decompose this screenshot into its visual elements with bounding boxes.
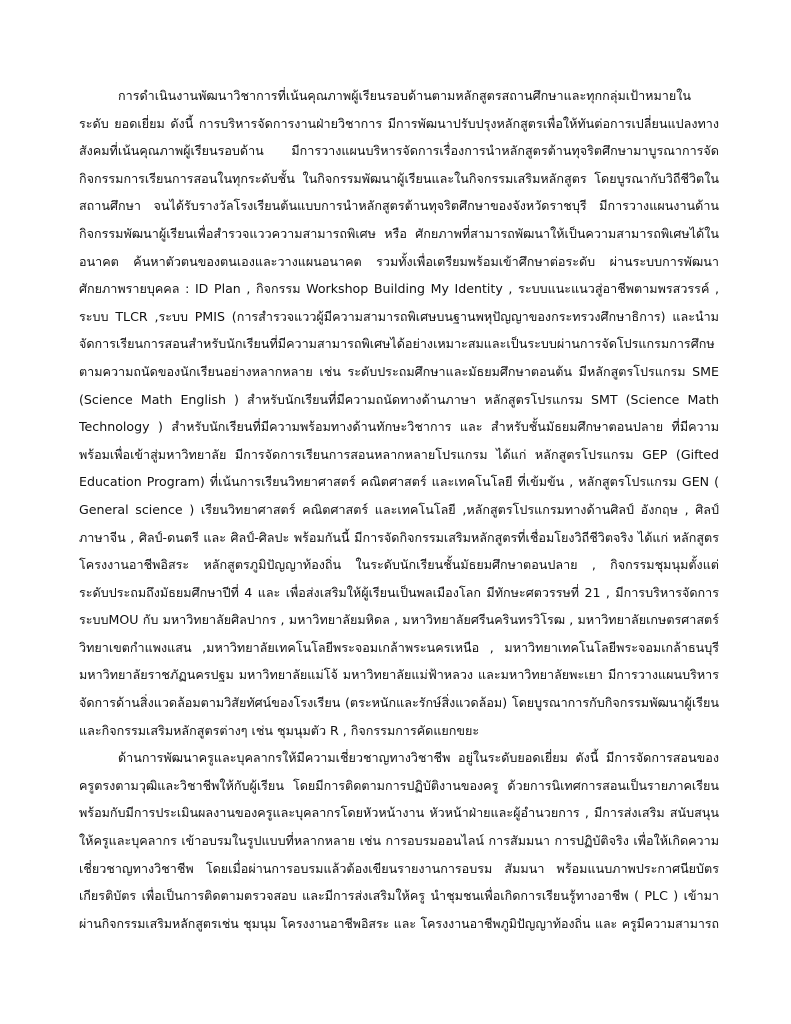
paragraph-line: กิจกรรมการเรียนการสอนในทุกระดับชั้น ในกิจกรรมพัฒนาผู้เรียนและในกิจกรรมเสริมหลักสูตร โดยบูรณากับวิถีชีวิตใน	[79, 170, 719, 186]
paragraph-line: General science ) เรียนวิทยาศาสตร์ คณิตศาสตร์ และเทคโนโลยี ,หลักสูตรโปรแกรมทางด้านศิลป์ อังกฤษ , ศิลป์	[79, 501, 719, 517]
paragraph-line: ระดับประถมถึงมัธยมศึกษาปีที่ 4 และ เพื่อส่งเสริมให้ผู้เรียนเป็นพลเมืองโลก มีทักษะศตวรรษที่ 21 , มีการบริหารจัดการ	[79, 584, 719, 600]
paragraph-line: ครูตรงตามวุฒิและวิชาชีพให้กับผู้เรียน โดยมีการติดตามการปฏิบัติงานของครู ด้วยการนิเทศการสอนเป็นรายภาคเรียน	[79, 777, 719, 793]
paragraph-line: พร้อมกับมีการประเมินผลงานของครูและบุคลากรโดยหัวหน้างาน หัวหน้าฝ่ายและผู้อำนวยการ , มีการส่งเสริม สนับสนุน	[79, 805, 719, 821]
paragraph-line: เชี่ยวชาญทางวิชาชีพ โดยเมื่อผ่านการอบรมแล้วต้องเขียนรายงานการอบรม สัมมนา พร้อมแนบภาพประกาศนียบัตร	[79, 860, 719, 876]
paragraph-line: ตามความถนัดของนักเรียนอย่างหลากหลาย เช่น ระดับประถมศึกษาและมัธยมศึกษาตอนต้น มีหลักสูตรโปรแกรม SME	[79, 363, 719, 379]
paragraph-line: พร้อมเพื่อเข้าสู่มหาวิทยาลัย มีการจัดการเรียนการสอนหลากหลายโปรแกรม ได้แก่ หลักสูตรโปรแกรม GEP (Gifted	[79, 446, 719, 462]
paragraph-line: ให้ครูและบุคลากร เข้าอบรมในรูปแบบที่หลากหลาย เช่น การอบรมออนไลน์ การสัมมนา การปฏิบัติจริง เพื่อให้เกิดความ	[79, 833, 719, 849]
paragraph-line: เกียรติบัตร เพื่อเป็นการติดตามตรวจสอบ และมีการส่งเสริมให้ครู นำชุมชนเพื่อเกิดการเรียนรู้ทางอาชีพ ( PLC ) เข้ามา	[79, 888, 719, 904]
paragraph-line: อนาคต ค้นหาตัวตนของตนเองและวางแผนอนาคต รวมทั้งเพื่อเตรียมพร้อมเข้าศึกษาต่อระดับ ผ่านระบบการพัฒนา	[79, 253, 719, 269]
paragraph-teacher-development	[79, 744, 719, 937]
paragraph-line: Education Program) ที่เน้นการเรียนวิทยาศาสตร์ คณิตศาสตร์ และเทคโนโลยี ที่เข้มข้น , หลักสูตรโปรแกรม GEN (	[79, 474, 719, 490]
paragraph-line: ผ่านกิจกรรมเสริมหลักสูตรเช่น ชุมนุม โครงงานอาชีพอิสระ และ โครงงานอาชีพภูมิปัญญาท้องถิ่น และ ครูมีความสามารถ	[79, 915, 719, 931]
paragraph-line: ภาษาจีน , ศิลป์-ดนตรี และ ศิลป์-ศิลปะ พร้อมกันนี้ มีการจัดกิจกรรมเสริมหลักสูตรที่เชื่อมโยงวิถีชีวิตจริง ได้แก่ หลักสูตร	[79, 529, 719, 545]
document-body	[79, 82, 719, 937]
paragraph-line: จัดการด้านสิ่งแวดล้อมตามวิสัยทัศน์ของโรงเรียน (ตระหนักและรักษ์สิ่งแวดล้อม) โดยบูรณาการกับกิจกรรมพัฒนาผู้เรียน	[79, 695, 719, 711]
paragraph-line: สังคมที่เน้นคุณภาพผู้เรียนรอบด้าน มีการวางแผนบริหารจัดการเรื่องการนำหลักสูตรต้านทุจริตศึกษามาบูรณาการจัด	[79, 143, 719, 159]
paragraph-line: และกิจกรรมเสริมหลักสูตรต่างๆ เช่น ชุมนุมตัว R , กิจกรรมการคัดแยกขยะ	[79, 722, 480, 738]
paragraph-line: ระบบ TLCR ,ระบบ PMIS (การสำรวจแววผู้มีความสามารถพิเศษบนฐานพหุปัญญาของกระทรวงศึกษาธิการ) และนำม	[79, 308, 719, 324]
paragraph-line: (Science Math English ) สำหรับนักเรียนที่มีความถนัดทางด้านภาษา หลักสูตรโปรแกรม SMT (Science Math	[79, 391, 719, 407]
paragraph-line: Technology ) สำหรับนักเรียนที่มีความพร้อมทางด้านทักษะวิชาการ และ สำหรับชั้นมัธยมศึกษาตอนปลาย ที่มีความ	[79, 419, 719, 435]
paragraph-line: สถานศึกษา จนได้รับรางวัลโรงเรียนต้นแบบการนำหลักสูตรต้านทุจริตศึกษาของจังหวัดราชบุรี มีการวางแผนงานด้าน	[79, 198, 719, 214]
paragraph-line: จัดการเรียนการสอนสำหรับนักเรียนที่มีความสามารถพิเศษได้อย่างเหมาะสมและเป็นระบบผ่านการจัดโปรแกรมการศึกษ	[79, 336, 715, 352]
paragraph-academic-development	[79, 82, 719, 744]
paragraph-line: มหาวิทยาลัยราชภัฏนครปฐม มหาวิทยาลัยแม่โจ้ มหาวิทยาลัยแม่ฟ้าหลวง และมหาวิทยาลัยพะเยา มีการวางแผนบริหาร	[79, 667, 719, 683]
paragraph-line: ระบบMOU กับ มหาวิทยาลัยศิลปากร , มหาวิทยาลัยมหิดล , มหาวิทยาลัยศรีนครินทรวิโรฒ , มหาวิทยาลัยเกษตรศาสตร์	[79, 612, 719, 628]
paragraph-line: ระดับ ยอดเยี่ยม ดังนี้ การบริหารจัดการงานฝ่ายวิชาการ มีการพัฒนาปรับปรุงหลักสูตรเพื่อให้ทันต่อการเปลี่ยนแปลงทาง	[79, 115, 719, 131]
paragraph-line: วิทยาเขตกำแพงแสน ,มหาวิทยาลัยเทคโนโลยีพระจอมเกล้าพระนครเหนือ , มหาวิทยาเทคโนโลยีพระจอมเกล้าธนบุรี	[79, 639, 719, 655]
paragraph-line: การดำเนินงานพัฒนาวิชาการที่เน้นคุณภาพผู้เรียนรอบด้านตามหลักสูตรสถานศึกษาและทุกกลุ่มเป้าหมายใน	[118, 88, 691, 103]
paragraph-line: ศักยภาพรายบุคคล : ID Plan , กิจกรรม Workshop Building My Identity , ระบบแนะแนวสู่อาชีพตามพรสวรรค์ ,	[79, 281, 719, 297]
paragraph-line: กิจกรรมพัฒนาผู้เรียนเพื่อสำรวจแววความสามารถพิเศษ หรือ ศักยภาพที่สามารถพัฒนาให้เป็นความสามารถพิเศษได้ใน	[79, 225, 719, 241]
paragraph-line: โครงงานอาชีพอิสระ หลักสูตรภูมิปัญญาท้องถิ่น ในระดับนักเรียนชั้นมัธยมศึกษาตอนปลาย , กิจกรรมชุมนุมตั้งแต่	[79, 557, 719, 573]
paragraph-line: ด้านการพัฒนาครูและบุคลากรให้มีความเชี่ยวชาญทางวิชาชีพ อยู่ในระดับยอดเยี่ยม ดังนี้ มีการจัดการสอนของ	[118, 750, 719, 766]
